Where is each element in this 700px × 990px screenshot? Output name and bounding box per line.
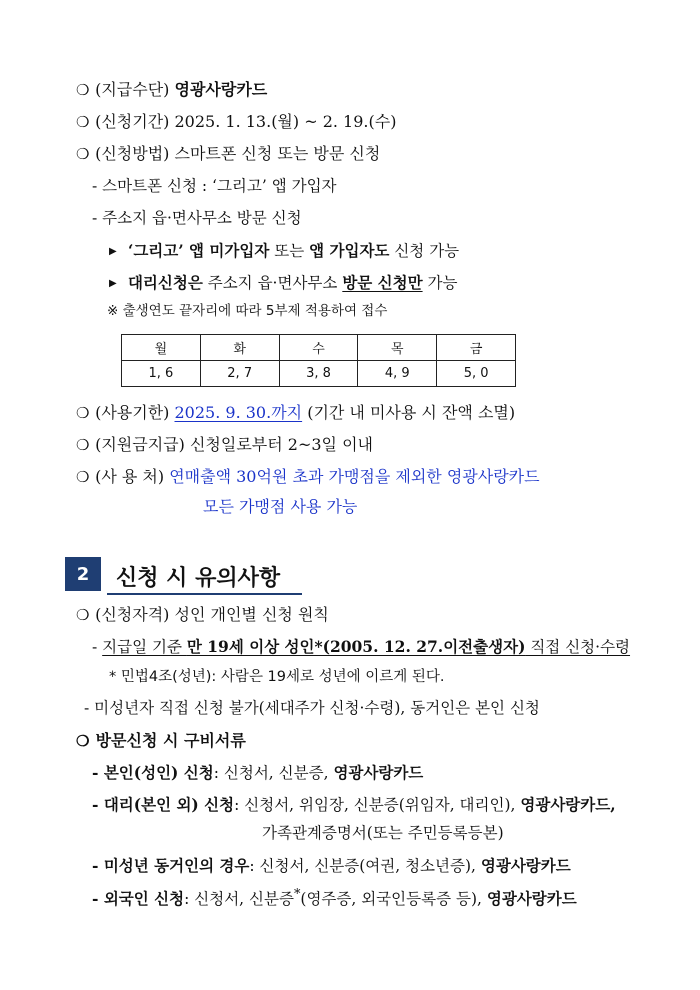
docs-foreigner-value: : 신청서, 신분증 (184, 890, 294, 909)
visit-note-2-part1: 대리신청은 (127, 273, 203, 292)
visit-note-1-part2: 또는 (269, 242, 310, 260)
docs-title: 방문신청 시 구비서류 (95, 731, 246, 750)
five-day-table (121, 334, 516, 387)
place-value-line1: 연매출액 30억원 초과 가맹점을 제외한 영광사랑카드 (169, 467, 540, 486)
docs-self-value: : 신청서, 신분증, (213, 764, 334, 782)
period-line (76, 114, 396, 130)
docs-minor-card: 영광사랑카드 (480, 856, 571, 875)
period-value: 2025. 1. 13.(월) ~ 2. 19.(수) (174, 112, 397, 131)
visit-note-1-part3: 앱 가입자도 (309, 241, 390, 260)
visit-note-2-part2: 주소지 읍·면사무소 (202, 274, 343, 292)
visit-note-2 (109, 275, 457, 292)
docs-minor-line (92, 858, 571, 875)
age-line-prefix: - (92, 638, 103, 656)
docs-foreigner-value2: (영주증, 외국인등록증 등), (300, 890, 487, 909)
usage-period-value: 2025. 9. 30.까지 (174, 403, 303, 422)
visit-note-2-part4: 가능 (422, 274, 458, 292)
table-cell: 2, 7 (200, 361, 279, 387)
smartphone-line (92, 179, 337, 195)
section-title-underline (107, 593, 302, 595)
means-value: 영광사랑카드 (174, 80, 268, 99)
table-header-cell: 목 (358, 335, 437, 361)
docs-self-label: - 본인(성인) 신청 (92, 763, 214, 782)
docs-proxy-line2: 가족관계증명서(또는 주민등록등본) (262, 824, 504, 842)
payment-label: (지원금지급) (95, 435, 185, 454)
table-cell: 1, 6 (122, 361, 201, 387)
smartphone-value: ‘그리고’ 앱 가입자 (212, 177, 337, 195)
period-label: (신청기간) (95, 112, 170, 131)
place-line (76, 469, 540, 485)
docs-self-card: 영광사랑카드 (333, 763, 424, 782)
visit-note-2-part3: 방문 신청만 (342, 273, 423, 292)
docs-foreigner-line (92, 889, 577, 908)
table-header-cell: 수 (279, 335, 358, 361)
minor-line: - 미성년자 직접 신청 불가(세대주가 신청·수령), 동거인은 본인 신청 (84, 699, 540, 717)
age-line-part3: 직접 신청·수령 (525, 638, 631, 656)
docs-foreigner-card: 영광사랑카드 (486, 889, 577, 909)
table-row (122, 335, 516, 361)
visit-line: - 주소지 읍·면사무소 방문 신청 (92, 209, 302, 227)
qualification-label: (신청자격) (95, 605, 170, 624)
usage-period-label: (사용기한) (95, 403, 170, 422)
triangle-bullet-icon: ▶ (109, 246, 117, 257)
docs-proxy-line (92, 797, 616, 814)
smartphone-prefix: - 스마트폰 신청 : (92, 177, 213, 195)
place-label: (사 용 처) (95, 467, 165, 486)
birth-note: ※ 출생연도 끝자리에 따라 5부제 적용하여 접수 (107, 303, 388, 319)
usage-period-line (76, 405, 515, 421)
circle-bullet-icon: ❍ (76, 468, 90, 486)
docs-minor-value: : 신청서, 신분증(여권, 청소년증), (249, 857, 481, 875)
circle-bullet-icon: ❍ (76, 732, 90, 750)
table-header-cell: 월 (122, 335, 201, 361)
qualification-value: 성인 개인별 신청 원칙 (174, 605, 329, 624)
age-line (92, 639, 630, 656)
civil-law-note: * 민법4조(성년): 사람은 19세로 성년에 이르게 된다. (109, 669, 445, 685)
section-title: 신청 시 유의사항 (116, 566, 281, 591)
table-header-cell: 금 (437, 335, 516, 361)
payment-value: 신청일로부터 2~3일 이내 (189, 435, 373, 454)
table-cell: 3, 8 (279, 361, 358, 387)
docs-foreigner-sup: * (293, 887, 301, 902)
docs-foreigner-label: - 외국인 신청 (92, 889, 185, 909)
place-value-line2: 모든 가맹점 사용 가능 (203, 497, 358, 516)
docs-self-line (92, 765, 423, 782)
method-label: (신청방법) (95, 144, 170, 163)
docs-proxy-card: 영광사랑카드, (520, 795, 616, 814)
age-line-part1: 지급일 기준 (102, 638, 187, 656)
docs-proxy-label: - 대리(본인 외) 신청 (92, 795, 235, 814)
method-value: 스마트폰 신청 또는 방문 신청 (174, 144, 381, 163)
circle-bullet-icon: ❍ (76, 606, 90, 624)
visit-note-1-part1: ‘그리고’ 앱 미가입자 (127, 241, 270, 260)
circle-bullet-icon: ❍ (76, 81, 90, 99)
method-line (76, 146, 380, 162)
circle-bullet-icon: ❍ (76, 436, 90, 454)
age-line-part2: 만 19세 이상 성인*(2005. 12. 27.이전출생자) (186, 637, 526, 656)
circle-bullet-icon: ❍ (76, 113, 90, 131)
visit-note-1-part4: 신청 가능 (389, 242, 460, 260)
means-label: (지급수단) (95, 80, 170, 99)
table-cell: 5, 0 (437, 361, 516, 387)
docs-title-line (76, 733, 246, 749)
visit-note-1 (109, 243, 459, 260)
section-number-badge: 2 (65, 557, 101, 591)
table-header-cell: 화 (200, 335, 279, 361)
circle-bullet-icon: ❍ (76, 145, 90, 163)
table-cell: 4, 9 (358, 361, 437, 387)
docs-minor-label: - 미성년 동거인의 경우 (92, 856, 250, 875)
qualification-line (76, 607, 329, 623)
usage-period-note: (기간 내 미사용 시 잔액 소멸) (302, 403, 516, 422)
means-line (76, 82, 267, 98)
payment-line (76, 437, 373, 453)
table-row (122, 361, 516, 387)
docs-proxy-value: : 신청서, 위임장, 신분증(위임자, 대리인), (234, 796, 521, 814)
triangle-bullet-icon: ▶ (109, 278, 117, 289)
circle-bullet-icon: ❍ (76, 404, 90, 422)
